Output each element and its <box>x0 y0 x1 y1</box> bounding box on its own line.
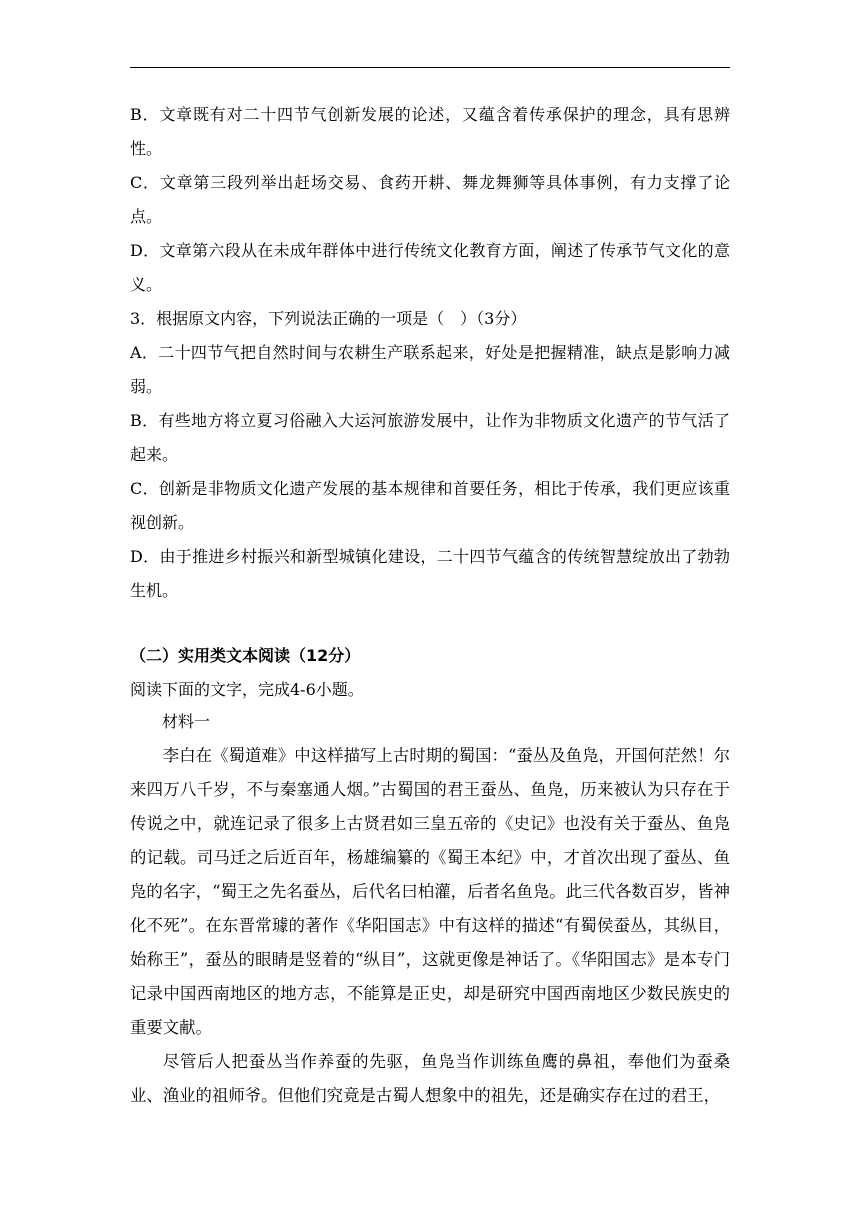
q3-option-c: C．创新是非物质文化遗产发展的基本规律和首要任务，相比于传承，我们更应该重视创新。 <box>130 479 730 532</box>
q2-option-b: B．文章既有对二十四节气创新发展的论述，又蕴含着传承保护的理念，具有思辨性。 <box>130 105 730 158</box>
q3-stem: 3．根据原文内容，下列说法正确的一项是（ ）（3分） <box>130 309 527 328</box>
q3-option-d: D．由于推进乡村振兴和新型城镇化建设，二十四节气蕴含的传统智慧绽放出了勃勃生机。 <box>130 547 730 600</box>
header-rule <box>130 67 730 68</box>
q3-option-b: B．有些地方将立夏习俗融入大运河旅游发展中，让作为非物质文化遗产的节气活了起来。 <box>130 411 730 464</box>
section-instruction: 阅读下面的文字，完成4-6小题。 <box>130 680 364 699</box>
passage-paragraph-2: 尽管后人把蚕丛当作养蚕的先驱，鱼凫当作训练鱼鹰的鼻祖，奉他们为蚕桑业、渔业的祖师爷。但他们究竟是古蜀人想象中的祖先，还是确实存在过的君王， <box>130 1052 730 1105</box>
q2-option-d: D．文章第六段从在未成年群体中进行传统文化教育方面，阐述了传承节气文化的意义。 <box>130 241 730 294</box>
q3-option-a: A．二十四节气把自然时间与农耕生产联系起来，好处是把握精准，缺点是影响力减弱。 <box>130 343 730 396</box>
material-label: 材料一 <box>162 712 211 731</box>
passage-paragraph-1: 李白在《蜀道难》中这样描写上古时期的蜀国：“蚕丛及鱼凫，开国何茫然！尔来四万八千岁，不与秦塞通人烟。”古蜀国的君王蚕丛、鱼凫，历来被认为只存在于传说之中，就连记录了很多上古贤君如三皇五帝的《史记》也没有关于蚕丛、鱼凫的记载。司马迁之后近百年，杨雄编纂的《蜀王本纪》中，才首次出现了蚕丛、鱼凫的名字，“蜀王之先名蚕丛，后代名曰柏灌，后者名鱼凫。此三代各数百岁，皆神化不死”。在东晋常璩的著作《华阳国志》中有这样的描述“有蜀侯蚕丛，其纵目，始称王”，蚕丛的眼睛是竖着的“纵目”，这就更像是神话了。《华阳国志》是本专门记录中国西南地区的地方志，不能算是正史，却是研究中国西南地区少数民族史的重要文献。 <box>130 746 730 1037</box>
q2-option-c: C．文章第三段列举出赶场交易、食药开耕、舞龙舞狮等具体事例，有力支撑了论点。 <box>130 173 730 226</box>
section-title: （二）实用类文本阅读（12分） <box>130 646 361 665</box>
